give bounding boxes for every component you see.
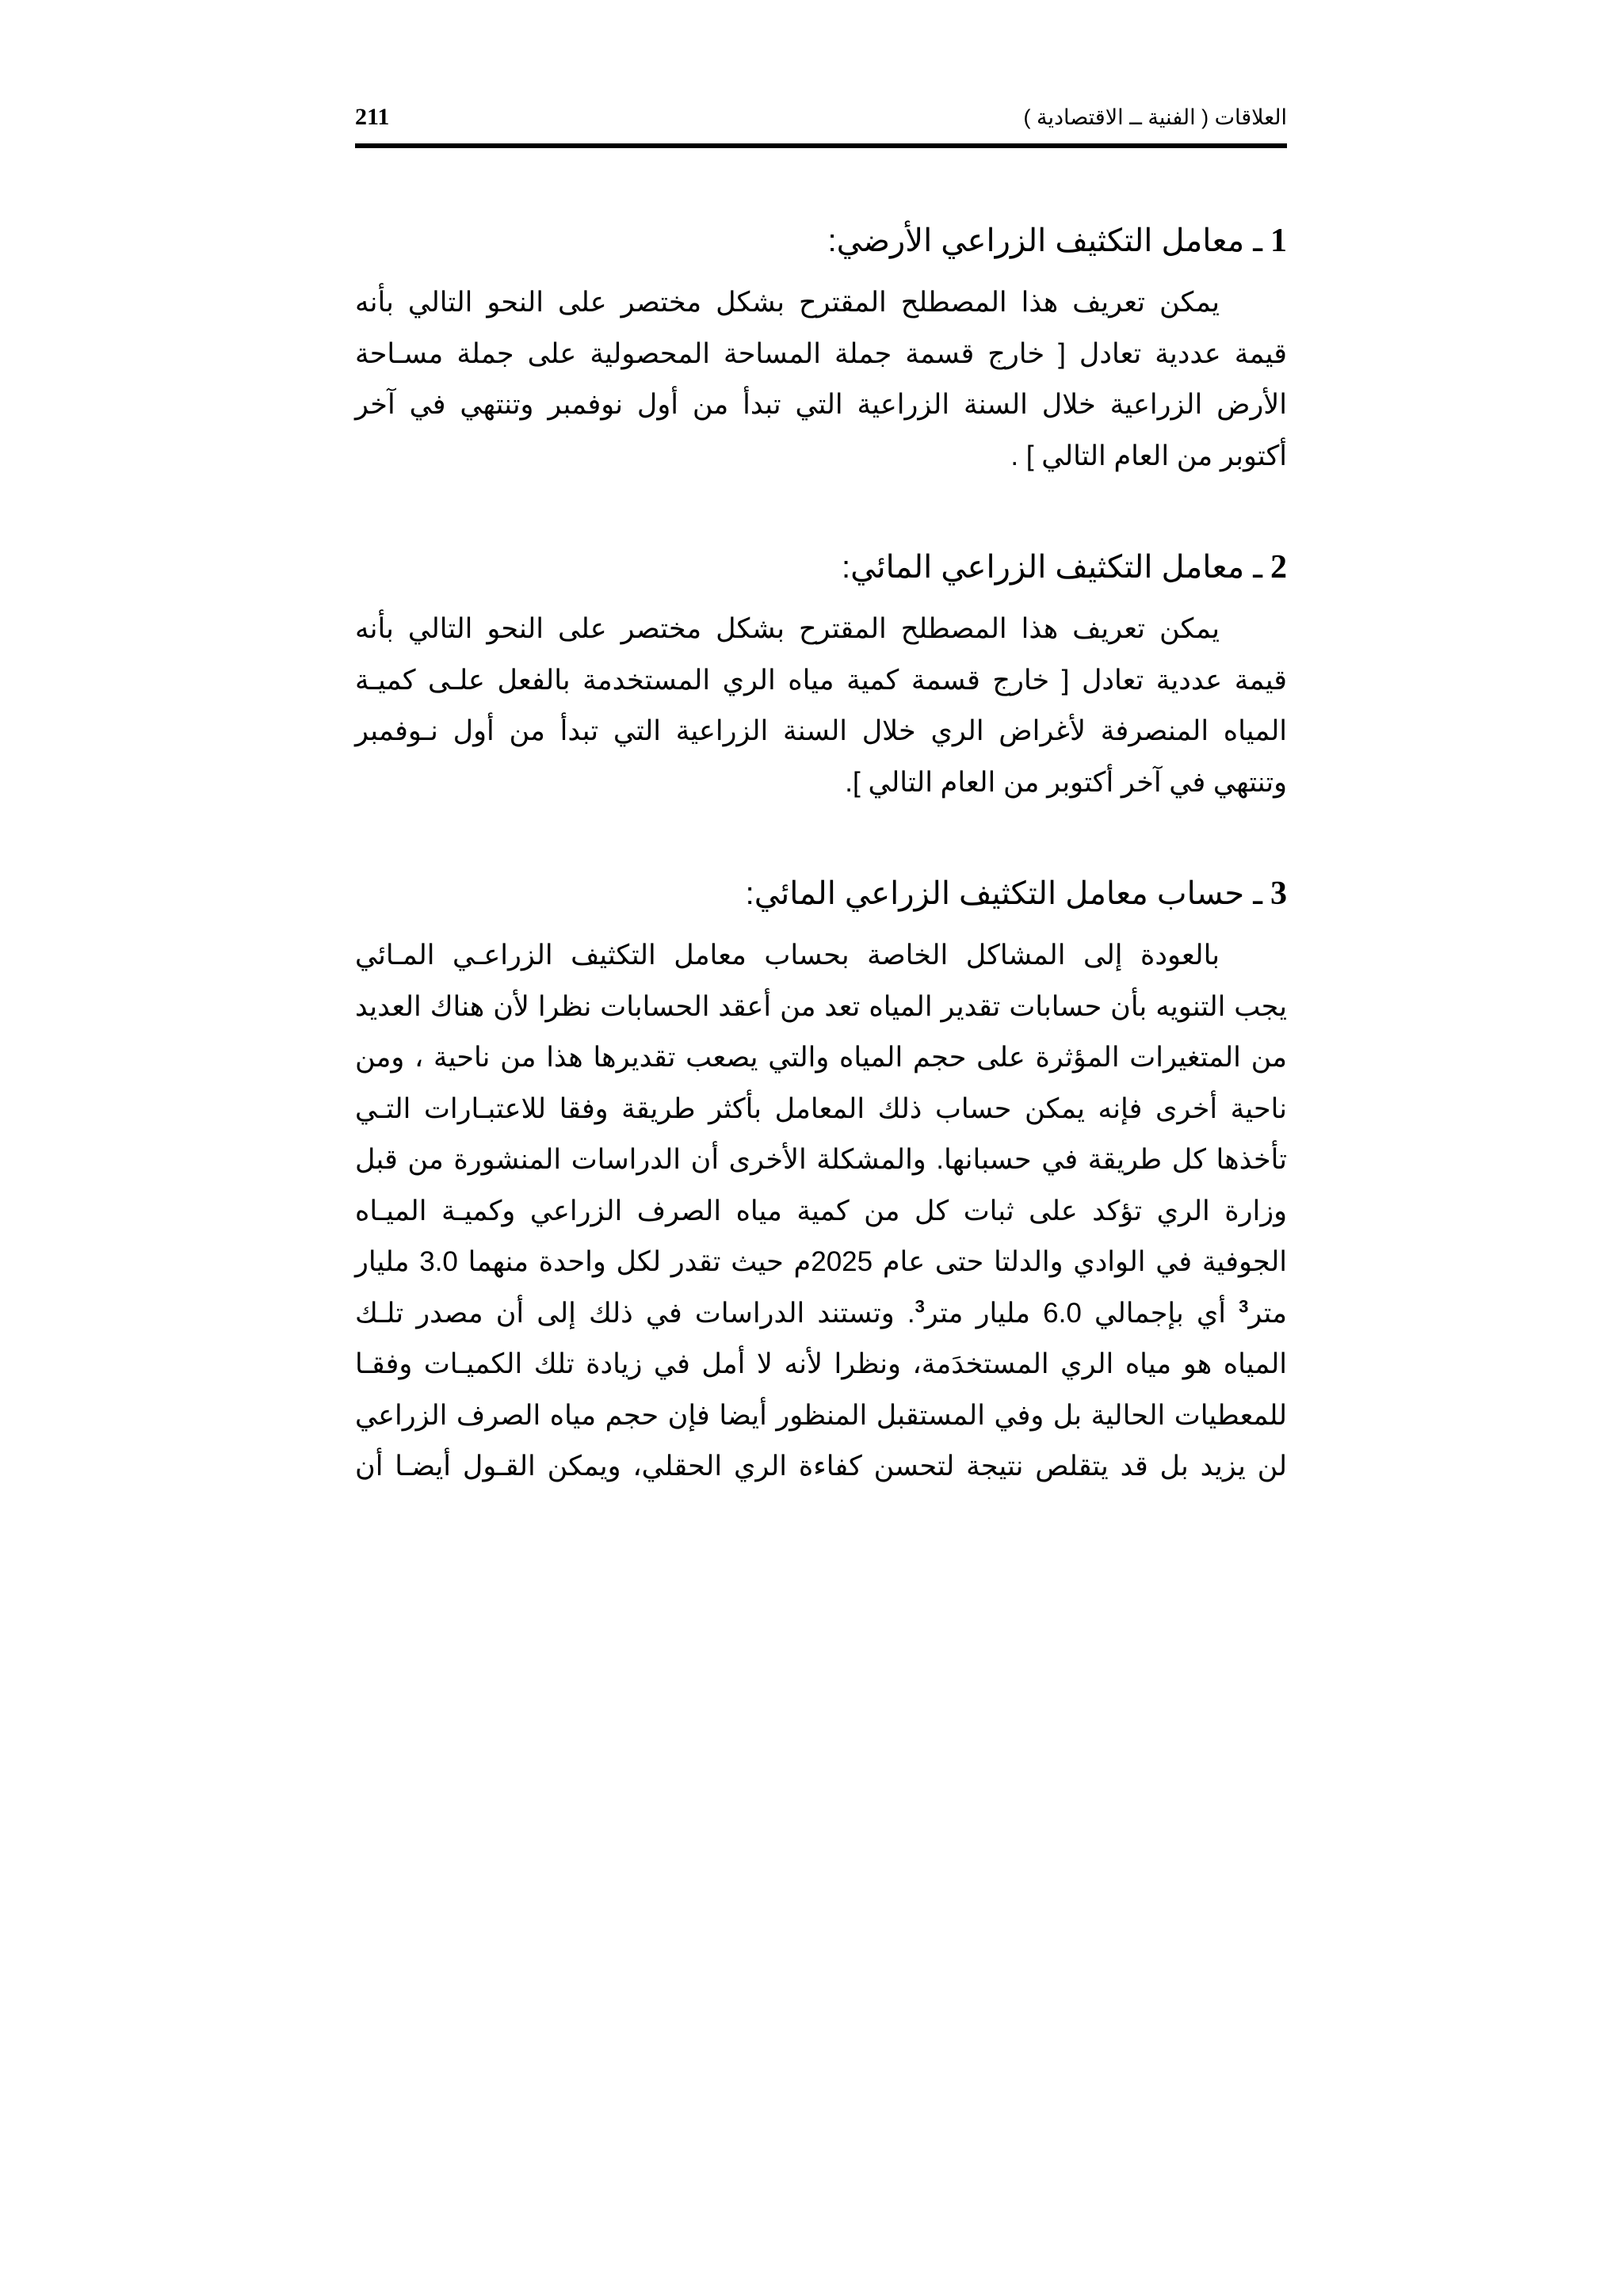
text-fragment: . وتستند الدراسات في ذلك إلى أن مصدر تلـك	[355, 1297, 915, 1329]
superscript-3: 3	[1239, 1295, 1249, 1316]
text-fragment: متر	[1248, 1297, 1287, 1329]
section-title: ـ حساب معامل التكثيف الزراعي المائي:	[745, 876, 1262, 911]
text-line: يجب التنويه بأن حسابات تقدير المياه تعد من أعقد الحسابات نظرا لأن هناك العديد	[355, 990, 1287, 1022]
text-line-with-superscripts	[355, 1288, 1287, 1340]
page-number: 211	[355, 104, 390, 130]
text-line: أكتوبر من العام التالي ] .	[1010, 440, 1287, 471]
page-header	[355, 101, 1287, 146]
text-line: وتنتهي في آخر أكتوبر من العام التالي ].	[845, 766, 1287, 798]
text-line: يمكن تعريف هذا المصطلح المقترح بشكل مختصر على النحو التالي بأنه	[355, 613, 1220, 644]
text-line: المياه هو مياه الري المستخدَمة، ونظرا لأنه لا أمل في زيادة تلك الكميـات وفقـا	[355, 1348, 1287, 1379]
section-title: ـ معامل التكثيف الزراعي المائي:	[841, 550, 1262, 585]
section-3	[355, 857, 1287, 1493]
section-number: 1	[1270, 223, 1287, 259]
section-heading	[355, 204, 1287, 277]
text-line: وزارة الري تؤكد على ثبات كل من كمية مياه الصرف الزراعي وكميـة الميـاه	[355, 1195, 1287, 1226]
text-line: المياه المنصرفة لأغراض الري خلال السنة الزراعية التي تبدأ من أول نـوفمبر	[355, 715, 1287, 746]
text-line: ناحية أخرى فإنه يمكن حساب ذلك المعامل بأكثر طريقة وفقا للاعتبـارات التـي	[355, 1093, 1287, 1124]
section-heading	[355, 531, 1287, 604]
text-line: يمكن تعريف هذا المصطلح المقترح بشكل مختصر على النحو التالي بأنه	[355, 287, 1220, 318]
paragraph	[355, 277, 1287, 482]
text-line: الجوفية في الوادي والدلتا حتى عام 2025م حيث تقدر لكل واحدة منهما 3.0 مليار	[355, 1246, 1288, 1277]
text-line: قيمة عددية تعادل [ خارج قسمة جملة المساحة المحصولية على جملة مسـاحة	[355, 338, 1287, 369]
text-line: تأخذها كل طريقة في حسبانها. والمشكلة الأخرى أن الدراسات المنشورة من قبل	[355, 1144, 1287, 1175]
paragraph	[355, 930, 1287, 1493]
section-heading	[355, 857, 1287, 930]
section-1	[355, 204, 1287, 482]
section-number: 2	[1270, 549, 1287, 585]
text-line: من المتغيرات المؤثرة على حجم المياه والتي يصعب تقديرها هذا من ناحية ، ومن	[355, 1042, 1287, 1073]
text-line: لن يزيد بل قد يتقلص نتيجة لتحسن كفاءة الري الحقلي، ويمكن القـول أيضـا أن	[355, 1451, 1287, 1482]
text-line: للمعطيات الحالية بل وفي المستقبل المنظور أيضا فإن حجم مياه الصرف الزراعي	[355, 1399, 1287, 1431]
text-line: الأرض الزراعية خلال السنة الزراعية التي تبدأ من أول نوفمبر وتنتهي في آخر	[355, 389, 1287, 420]
running-title: العلاقات ( الفنية ــ الاقتصادية )	[1023, 105, 1287, 129]
text-line: بالعودة إلى المشاكل الخاصة بحساب معامل التكثيف الزراعـي المـائي	[355, 940, 1220, 971]
section-title: ـ معامل التكثيف الزراعي الأرضي:	[827, 223, 1262, 258]
header-rule	[355, 143, 1287, 148]
text-line: قيمة عددية تعادل [ خارج قسمة كمية مياه الري المستخدمة بالفعل علـى كميـة	[355, 664, 1287, 696]
page-body	[355, 204, 1287, 1542]
section-number: 3	[1270, 875, 1287, 912]
paragraph	[355, 604, 1287, 808]
text-fragment: أي بإجمالي 6.0 مليار متر	[924, 1297, 1239, 1329]
superscript-3: 3	[915, 1295, 925, 1316]
section-2	[355, 531, 1287, 808]
